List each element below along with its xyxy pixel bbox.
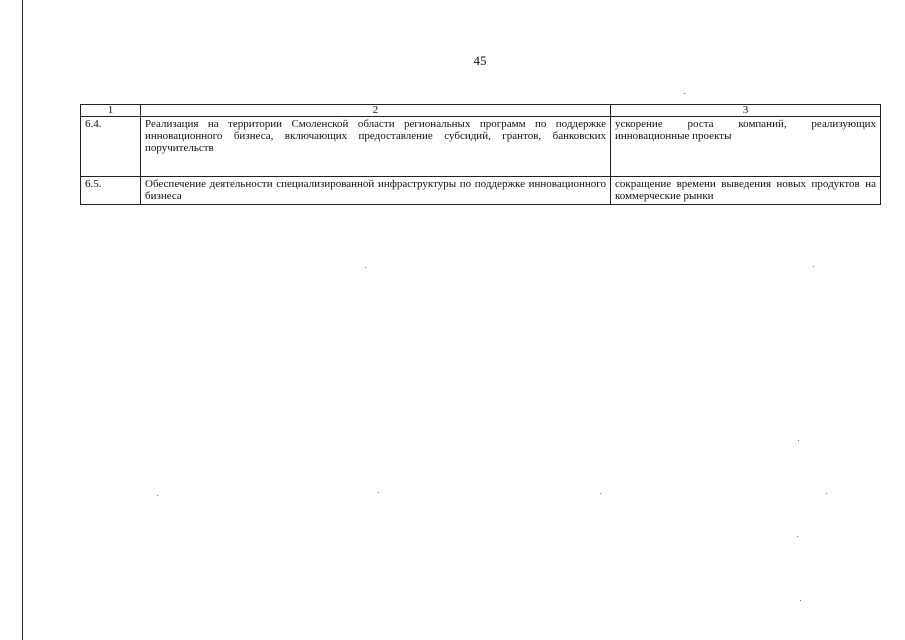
scan-speck [157, 495, 158, 496]
result-text: ускорение роста компаний, реализующих инновационные проекты [611, 117, 881, 177]
table-header-row [81, 105, 881, 117]
column-number-3: 3 [611, 105, 881, 117]
table-row [81, 117, 881, 177]
scan-speck [684, 93, 685, 94]
table-row [81, 177, 881, 205]
row-number: 6.4. [81, 117, 141, 177]
scan-speck [826, 493, 827, 494]
scan-speck [378, 492, 379, 493]
measures-table [80, 104, 881, 205]
scan-speck [365, 267, 366, 268]
scan-speck [798, 440, 799, 441]
scan-speck [600, 493, 601, 494]
binding-line [22, 0, 23, 640]
column-number-1: 1 [81, 105, 141, 117]
column-number-2: 2 [141, 105, 611, 117]
row-number: 6.5. [81, 177, 141, 205]
scan-speck [813, 266, 814, 267]
measure-text: Реализация на территории Смоленской области региональных программ по поддержке инновационного бизнеса, включающих предоставление субсидий, грантов, банковских поручительств [141, 117, 611, 177]
scan-speck [800, 600, 801, 601]
measure-text: Обеспечение деятельности специализированной инфраструктуры по поддержке инновационного бизнеса [141, 177, 611, 205]
page-number: 45 [473, 53, 487, 68]
scan-speck [797, 536, 798, 537]
result-text: сокращение времени выведения новых продуктов на коммерческие рынки [611, 177, 881, 205]
